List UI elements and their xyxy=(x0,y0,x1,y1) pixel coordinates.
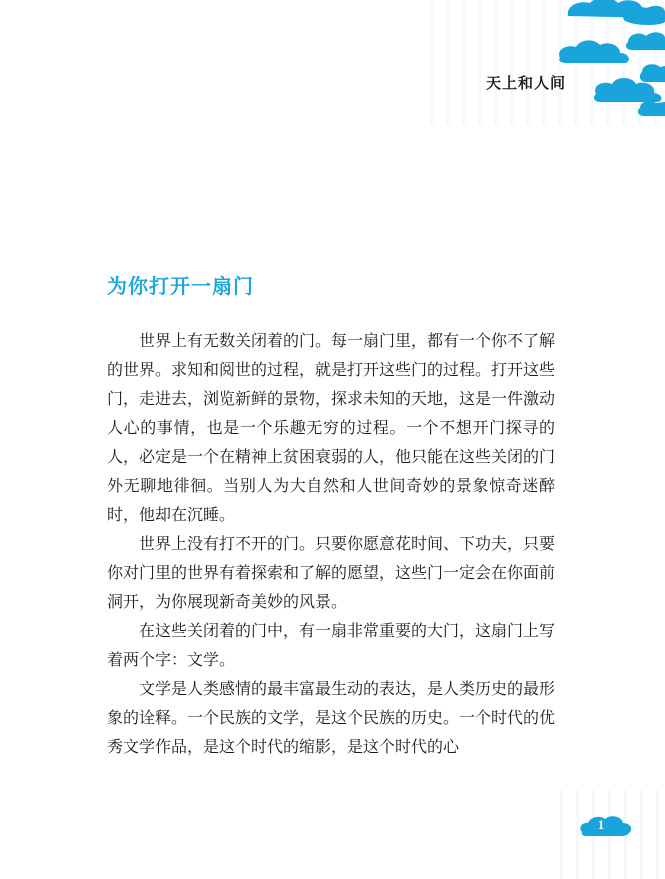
paragraph: 在这些关闭着的门中，有一扇非常重要的大门，这扇门上写着两个字：文学。 xyxy=(107,621,556,669)
running-header-title: 天上和人间 xyxy=(486,74,567,92)
paragraph: 世界上没有打不开的门。只要你愿意花时间、下功夫，只要你对门里的世界有着探索和了解的愿望，这些门一定会在你面前洞开，为你展现新奇美妙的风景。 xyxy=(107,534,556,611)
paragraph: 文学是人类感情的最丰富最生动的表达，是人类历史的最形象的诠释。一个民族的文学，是这个民族的历史。一个时代的优秀文学作品，是这个时代的缩影，是这个时代的心 xyxy=(107,679,556,756)
body-text xyxy=(107,326,555,761)
paragraph: 世界上有无数关闭着的门。每一扇门里，都有一个你不了解的世界。求知和阅世的过程，就是打开这些门的过程。打开这些门，走进去，浏览新鲜的景物，探求未知的天地，这是一件激动人心的事情，也是一个乐趣无穷的过程。一个不想开门探寻的人，必定是一个在精神上贫困衰弱的人，他只能在这些关闭的门外无聊地徘徊。当别人为大自然和人世间奇妙的景象惊奇迷醉时，他却在沉睡。 xyxy=(107,331,556,524)
chapter-title: 为你打开一扇门 xyxy=(107,274,254,298)
page-number: 1 xyxy=(597,817,605,832)
